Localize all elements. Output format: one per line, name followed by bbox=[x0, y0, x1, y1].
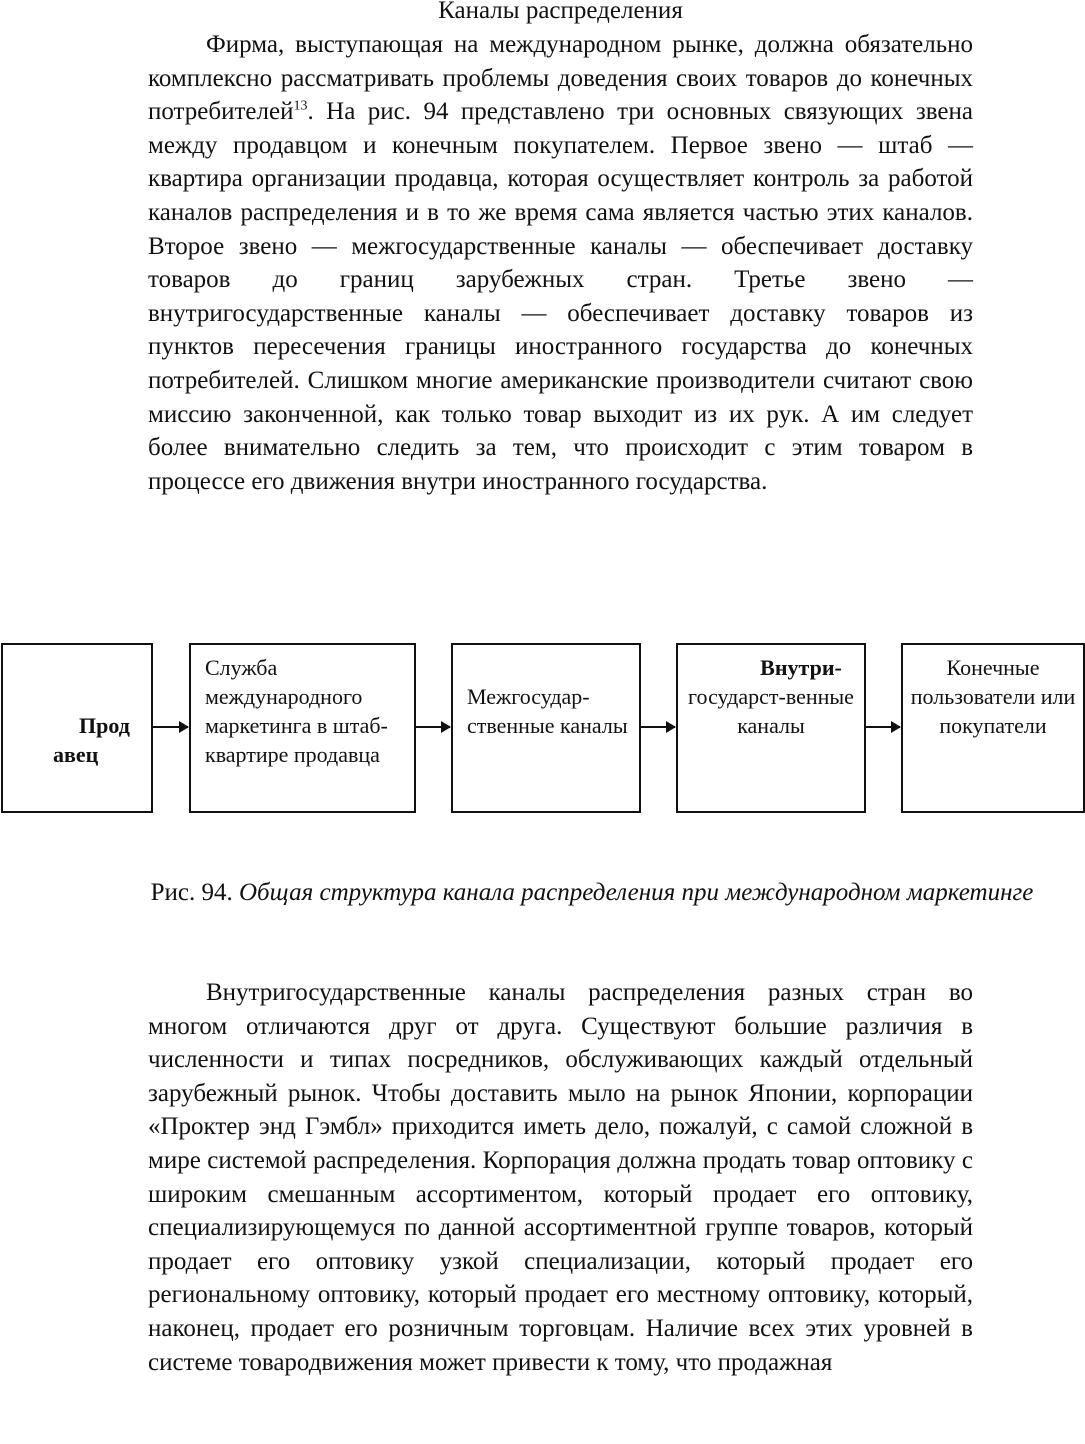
arrow-right-icon bbox=[866, 726, 900, 728]
caption-prefix: Рис. 94. bbox=[150, 879, 239, 906]
paragraph-intro-text-b: . На рис. 94 представлено три основных связующих звена между продавцом и конечным покупателем. Первое звено — штаб — квартира организации продавца, которая осуществляет контроль за работой каналов распределения и в то же время сама является частью этих каналов. Второе звено — межгосударственные каналы — обеспечивает доставку товаров до границ зарубежных стран. Третье звено — внутригосударственные каналы — обеспечивает доставку товаров из пунктов пересечения границы иностранного государства до конечных потребителей. Слишком многие американские производители считают свою миссию законченной, как только товар выходит из их рук. А им следует более внимательно следить за тем, что происходит с этим товаром в процессе его движения внутри иностранного государства. bbox=[148, 98, 973, 495]
diagram-box-seller bbox=[1, 643, 153, 813]
seller-label-line1: Прод bbox=[79, 713, 130, 738]
caption-title: Общая структура канала распределения при международном маркетинге bbox=[239, 879, 1034, 906]
arrow-right-icon bbox=[416, 726, 450, 728]
arrow-right-icon bbox=[153, 726, 188, 728]
arrow-right-icon bbox=[641, 726, 675, 728]
paragraph-intro bbox=[148, 28, 973, 498]
hq-service-label: Служба международного маркетинга в штаб-квартире продавца bbox=[205, 655, 388, 767]
end-users-label: Конечные пользователи или покупатели bbox=[910, 655, 1076, 738]
domestic-label-bold: Внутри- bbox=[760, 655, 842, 680]
seller-label-line2: авец bbox=[53, 742, 99, 767]
diagram-box-domestic bbox=[676, 643, 866, 813]
interstate-label: Межгосудар-ственные каналы bbox=[467, 684, 628, 738]
paragraph-domestic: Внутригосударственные каналы распределения разных стран во многом отличаются друг от друга. Существуют большие различия в численности и типах посредников, обслуживающих каждый отдельный зарубежный рынок. Чтобы доставить мыло на рынок Японии, корпорации «Проктер энд Гэмбл» приходится иметь дело, пожалуй, с самой сложной в мире системой распределения. Корпорация должна продать товар оптовику с широким смешанным ассортиментом, который продает его оптовику, специализирующемуся по данной ассортиментной группе товаров, который продает его оптовику узкой специализации, который продает его региональному оптовику, который продает его местному оптовику, который, наконец, продает его розничным торговцам. Наличие всех этих уровней в системе товародвижения может привести к тому, что продажная bbox=[148, 979, 973, 1376]
figure-caption bbox=[148, 876, 1036, 910]
diagram-box-end-users bbox=[901, 643, 1085, 813]
footnote-ref: 13 bbox=[293, 98, 308, 114]
section-heading: Каналы распределения bbox=[438, 0, 683, 24]
paragraph-intro-text-a: Фирма, выступающая на международном рынке, должна обязательно комплексно рассматривать проблемы доведения своих товаров до конечных потребителей bbox=[148, 31, 973, 126]
diagram-box-interstate bbox=[451, 643, 641, 813]
diagram-box-hq-service bbox=[189, 643, 416, 813]
domestic-label-rest: государст-венные каналы bbox=[688, 684, 854, 738]
